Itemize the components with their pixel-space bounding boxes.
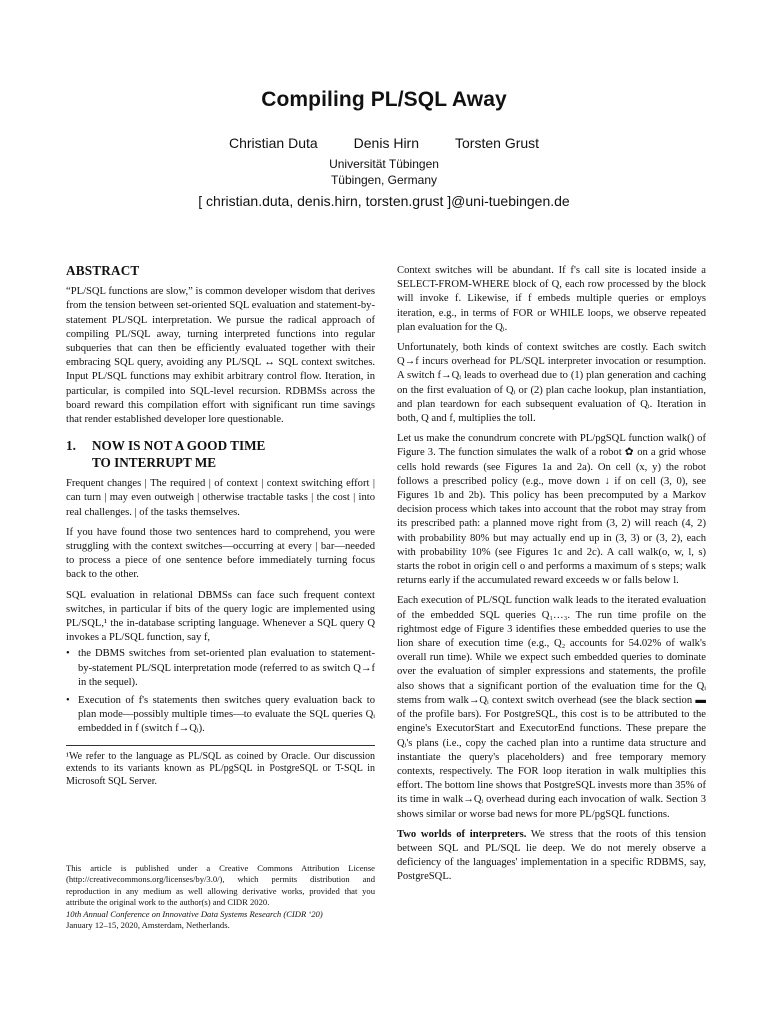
abstract-text: “PL/SQL functions are slow,” is common developer wisdom that derives from the tension between set-oriented SQL evaluation and statement-by-statement PL/SQL interpretation. We pursue the radical approach of compiling PL/SQL away, turning interpreted functions into regular subqueries that can then be efficiently evaluated together with their embracing SQL query, avoiding any PL/SQL ↔ SQL context switches. Input PL/SQL functions may exhibit arbitrary control flow. Iteration, in particular, is compiled into SQL-level recursion. RDBMSs across the board reward this compilation effort with significant run time savings that render established developer lore questionable.: [66, 286, 375, 426]
conference-dates: January 12–15, 2020, Amsterdam, Netherlands.: [66, 920, 230, 931]
author-list: [0, 135, 768, 151]
author-name: Christian Duta: [228, 135, 318, 151]
body-paragraph: Let us make the conundrum concrete with PL/pgSQL function walk() of Figure 3. The function simulates the walk of a robot ✿ on a grid whose cells hold rewards (see Figures 1a and 2a). On cell (x, y) the robot follows a prescribed policy (e.g., move down ↓ if on cell (3, 0), see Figures 1b and 2b). This policy has been precomputed by a Markov decision process which takes into account that the robot may stray from its prescribed path: a planned move right from (3, 2) will reach (4, 2) with probability 80% but may actually end up in (3, 3) or (3, 2), each with probability 10% (see Figures 1c and 2c). A call walk(o, w, l, s) starts the robot in origin cell o and performs a maximum of s steps; walk returns early if the accumulated reward exceeds w or falls below l.: [397, 433, 706, 587]
bullet-dot-icon: •: [66, 648, 70, 660]
affiliation-university: Universität Tübingen: [329, 157, 439, 171]
paper-title: Compiling PL/SQL Away: [261, 88, 507, 111]
left-column: [66, 264, 375, 788]
paragraph-lead: Two worlds of interpreters.: [397, 828, 527, 840]
section-title-line2: TO INTERRUPT ME: [92, 455, 217, 471]
affiliation: [0, 156, 768, 188]
affiliation-city: Tübingen, Germany: [330, 173, 438, 187]
section-heading: [66, 437, 375, 471]
body-paragraph: Frequent changes | The required | of context | context switching effort | can turn | may even outweigh | otherwise tractable tasks | the cost | into real challenges. | of the tasks themselves.: [66, 478, 375, 518]
body-paragraph: If you have found those two sentences hard to comprehend, you were struggling with the context switches—occurring at every | bar—needed to process a piece of one sentence before immediately turning focus back to the other.: [66, 526, 375, 581]
bullet-text: the DBMS switches from set-oriented plan evaluation to statement-by-statement PL/SQL interpretation mode (referred to as switch Q→f in the sequel).: [78, 648, 375, 688]
author-name: Denis Hirn: [353, 135, 420, 151]
section-title-line1: NOW IS NOT A GOOD TIME: [92, 438, 266, 454]
author-name: Torsten Grust: [455, 135, 540, 151]
bullet-item: [66, 694, 375, 737]
body-paragraph: Context switches will be abundant. If f's call site is located inside a SELECT-FROM-WHERE block of Q, each row processed by the block will invoke f. Likewise, if f embeds multiple queries or employs iteration, e.g., in terms of FOR or WHILE loops, we observe repeated plan evaluation for the Qᵢ.: [397, 265, 706, 333]
body-paragraph: Unfortunately, both kinds of context switches are costly. Each switch Q→f incurs overhead for PL/SQL interpreter invocation or resumption. A switch f→Qᵢ leads to overhead due to (1) plan generation and caching on the first evaluation of Qᵢ or (2) plan cache lookup, plan instantiation, and plan teardown for each subsequent evaluation of Qᵢ. Iteration in both, Q and f, multiplies the toll.: [397, 342, 706, 425]
bullet-text: Execution of f's statements then switches query evaluation back to plan mode—possibly multiple times—to evaluate the SQL queries Qᵢ embedded in f (switch f→Qᵢ).: [78, 695, 375, 735]
bullet-dot-icon: •: [66, 695, 70, 707]
body-paragraph: SQL evaluation in relational DBMSs can face such frequent context switches, in particular if bits of the query logic are implemented using PL/SQL,¹ the in-database scripting language. Whenever a SQL query Q invokes a PL/SQL function, say f,: [66, 589, 375, 644]
paragraph-rest: We stress that the roots of this tension between SQL and PL/SQL lie deep. We do not merely observe a deficiency of the languages' implementation in a specific RDBMS, say, PostgreSQL.: [397, 828, 707, 883]
bullet-item: [66, 647, 375, 690]
conference-name: 10th Annual Conference on Innovative Data Systems Research (CIDR ‘20): [66, 908, 323, 919]
abstract-heading: ABSTRACT: [66, 263, 140, 278]
right-column: [397, 264, 706, 891]
license-text: This article is published under a Creative Commons Attribution License (http://creativecommons.org/licenses/by/3.0/), which permits distribution and reproduction in any medium as well allowing derivative works, provided that you attribute the original work to the author(s) and CIDR 2020.: [66, 863, 375, 908]
footnote: ¹We refer to the language as PL/SQL as coined by Oracle. Our discussion extends to its variants known as PL/pgSQL in PostgreSQL or T-SQL in Microsoft SQL Server.: [66, 745, 375, 789]
body-paragraph: [397, 828, 706, 885]
license-notice: [66, 863, 375, 931]
section-number: 1.: [66, 438, 76, 454]
author-emails: [ christian.duta, denis.hirn, torsten.grust ]@uni-tuebingen.de: [198, 193, 570, 209]
body-paragraph: Each execution of PL/SQL function walk leads to the iterated evaluation of the embedded SQL queries Q₁…₃. The run time profile on the rightmost edge of Figure 3 identifies these embedded queries to use the lion share of execution time (e.g., Q₂ accounts for 54.02% of walk's overall run time). While we expect such embedded queries to dominate over the evaluation of simpler expressions and statements, the profile also shows that a significant portion of the evaluation time for the Qᵢ stems from walk→Qᵢ context switch overhead (see the black section ▬ of the profile bars). For PostgreSQL, this cost is to be attributed to the engine's ExecutorStart and ExecutorEnd functions. These prepare the Qᵢ's plans (i.e., copy the cached plan into a runtime data structure and instantiate the query's placeholders) and free temporary memory contexts, respectively. The FOR loop iteration in walk multiplies this effort. The bottom line shows that PostgreSQL invests more than 35% of its time in walk→Qᵢ overhead during each invocation of walk. Section 3 shows similar or worse bad news for more PL/pgSQL functions.: [397, 595, 706, 820]
